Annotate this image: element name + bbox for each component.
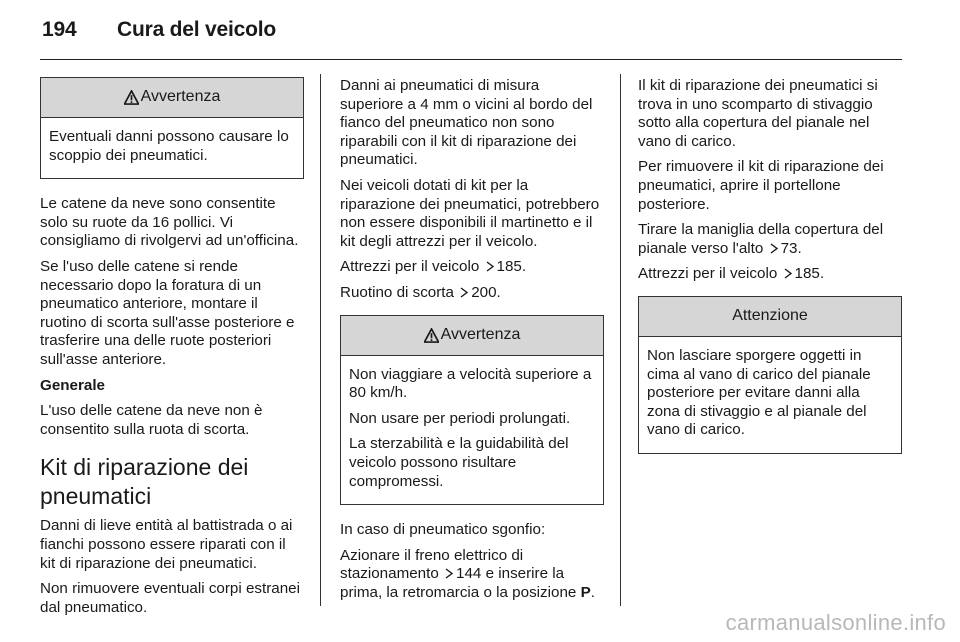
page-reference-arrow-icon (444, 568, 454, 579)
section-title: Kit di riparazione dei pneumatici (40, 454, 249, 510)
page-reference[interactable]: 144 (456, 565, 482, 583)
paragraph: Danni di lieve entità al battistrada o ai fianchi possono essere riparati con il kit di riparazione dei pneumatici. (40, 517, 293, 572)
warning-text: La sterzabilità e la guidabilità del veicolo possono risultare compromessi. (349, 435, 569, 490)
watermark: carmanualsonline.info (725, 610, 946, 635)
page-reference-arrow-icon (459, 287, 469, 298)
paragraph: L'uso delle catene da neve non è consentito sulla ruota di scorta. (40, 402, 263, 438)
page-reference-arrow-icon (769, 243, 779, 254)
column-3 (638, 77, 902, 466)
page-reference-arrow-icon (783, 268, 793, 279)
warning-box-header (41, 78, 303, 118)
page-header (42, 18, 277, 42)
warning-title: Avvertenza (440, 325, 521, 343)
page-reference-arrow-icon (485, 261, 495, 272)
caution-box-header (639, 297, 901, 337)
warning-text: Non usare per periodi prolungati. (349, 409, 571, 427)
cross-reference[interactable]: Attrezzi per il veicolo 185. (638, 265, 825, 283)
warning-title: Avvertenza (140, 88, 221, 106)
warning-text: Eventuali danni possono causare lo scoppio dei pneumatici. (49, 128, 289, 164)
caution-text: Non lasciare sporgere oggetti in cima al vano di carico del pianale posteriore per evitare danni alla zona di stivaggio e al pianale del vano di carico. (647, 346, 871, 439)
chapter-title: Cura del veicolo (117, 18, 277, 41)
paragraph: Per rimuovere il kit di riparazione dei pneumatici, aprire il portellone posteriore. (638, 158, 884, 213)
column-divider (620, 74, 621, 606)
paragraph: Nei veicoli dotati di kit per la riparazione dei pneumatici, potrebbero non essere disponibili il martinetto e il kit degli attrezzi per il veicolo. (340, 176, 600, 250)
cross-reference[interactable]: Ruotino di scorta 200. (340, 283, 501, 301)
caution-box (638, 296, 902, 454)
column-divider (320, 74, 321, 606)
paragraph: Il kit di riparazione dei pneumatici si trova in uno scomparto di stivaggio sotto alla copertura del pianale nel vano di carico. (638, 77, 878, 150)
warning-triangle-icon (124, 90, 139, 105)
header-rule (40, 59, 902, 60)
paragraph: Danni ai pneumatici di misura superiore a 4 mm o vicini al bordo del fianco del pneumatico non sono riparabili con il kit di riparazione dei pneumatici. (340, 77, 593, 169)
page-number: 194 (42, 18, 77, 41)
paragraph: Le catene da neve sono consentite solo su ruote da 16 pollici. Vi consigliamo di rivolgervi ad un'officina. (40, 195, 299, 250)
paragraph: Se l'uso delle catene si rende necessario dopo la foratura di un pneumatico anteriore, montare il ruotino di scorta sull'asse posteriore e trasferire una delle ruote posteriori sull'asse anteriore. (40, 257, 295, 368)
warning-box (340, 315, 604, 506)
column-2 (340, 77, 604, 609)
column-1 (40, 77, 304, 624)
warning-box-header (341, 316, 603, 356)
cross-reference[interactable]: Tirare la maniglia della copertura del pianale verso l'alto 73. (638, 221, 884, 257)
gear-position: P (580, 583, 591, 601)
caution-title: Attenzione (732, 307, 808, 325)
subheading-generale: Generale (40, 376, 106, 394)
warning-box (40, 77, 304, 179)
paragraph: In caso di pneumatico sgonfio: (340, 521, 546, 539)
paragraph: Non rimuovere eventuali corpi estranei dal pneumatico. (40, 580, 301, 616)
paragraph: Azionare il freno elettrico di stazionamento 144 e inserire la prima, la retromarcia o la posizione P. (340, 546, 595, 601)
warning-triangle-icon (424, 328, 439, 343)
warning-text: Non viaggiare a velocità superiore a 80 km/h. (349, 365, 592, 402)
cross-reference[interactable]: Attrezzi per il veicolo 185. (340, 258, 527, 276)
